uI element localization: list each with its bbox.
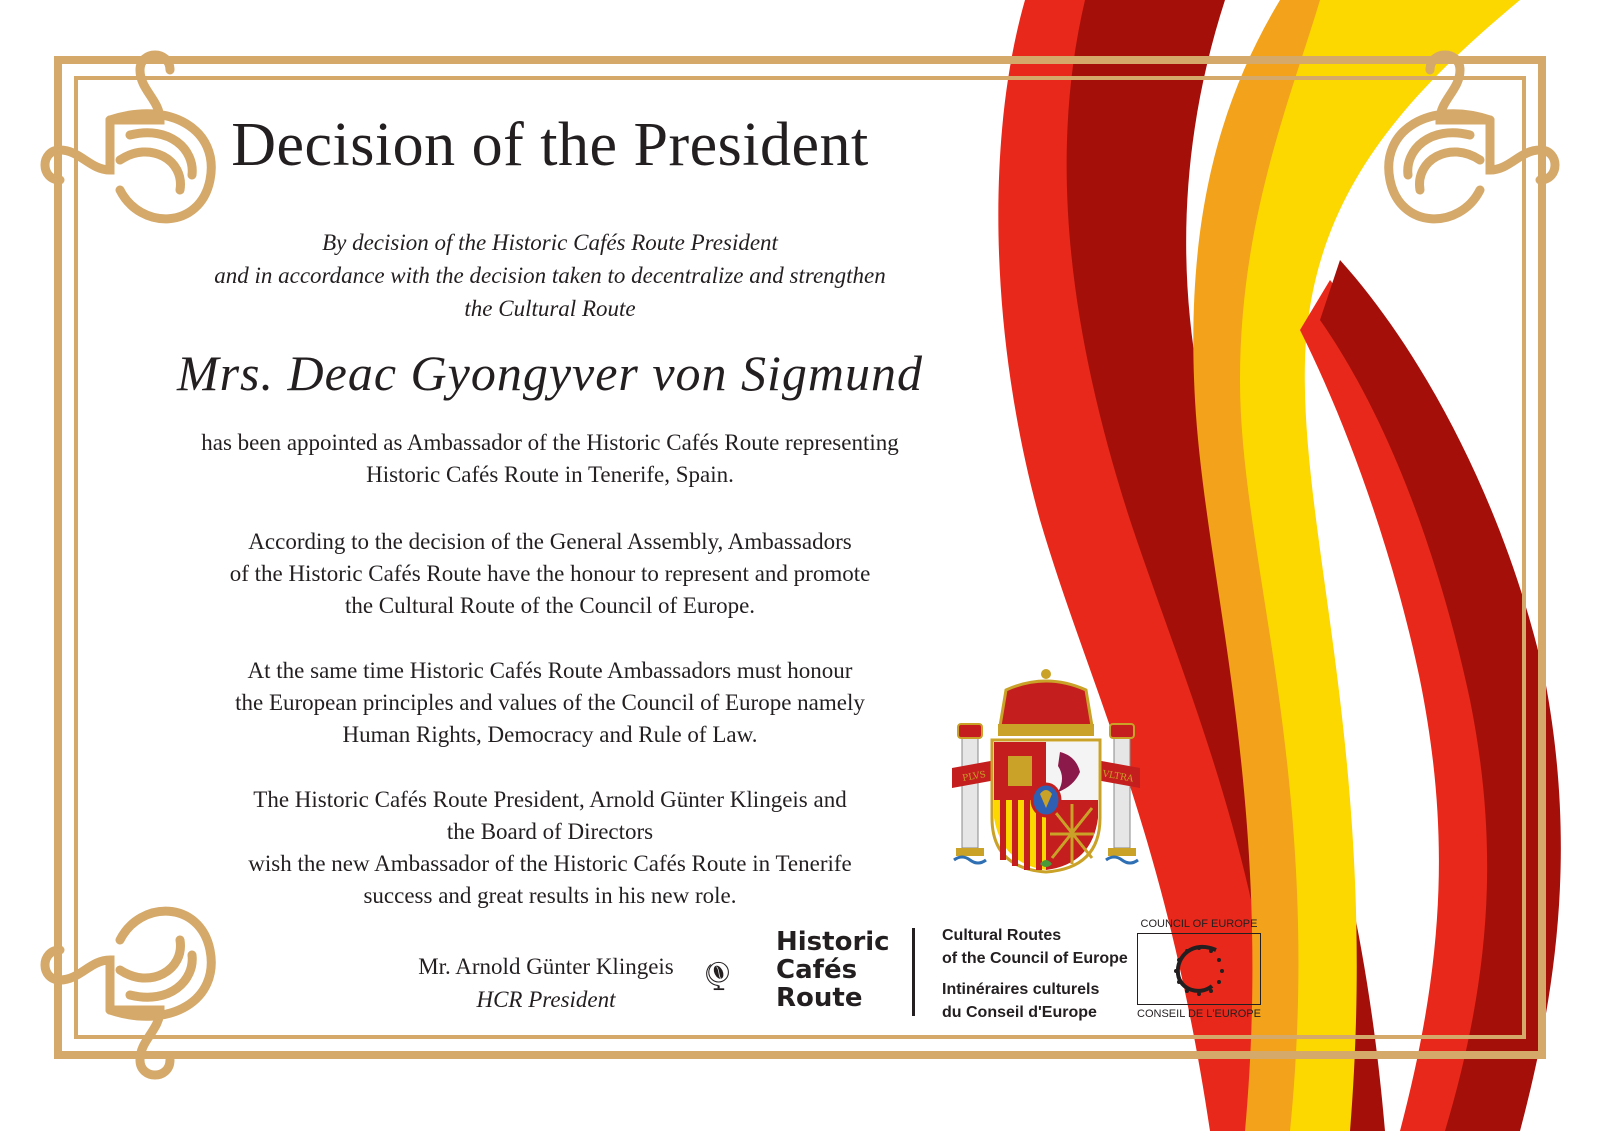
cultural-routes-logo-text: Cultural Routes of the Council of Europe Intinéraires culturels du Conseil d'Europe	[942, 927, 1128, 1021]
paragraph-line: the Board of Directors	[446, 819, 654, 844]
paragraph-line: Human Rights, Democracy and Rule of Law.	[342, 722, 758, 747]
intro-line: By decision of the Historic Cafés Route President	[322, 230, 778, 255]
coe-bottom-label: CONSEIL DE L'EUROPE	[1137, 1008, 1261, 1020]
recipient-name: Mrs. Deac Gyongyver von Sigmund	[176, 345, 924, 401]
council-of-europe-logo	[1134, 918, 1264, 1020]
corner-ornament-bottom-left	[45, 911, 211, 1075]
hcr-logo-text: Historic Cafés Route	[776, 927, 890, 1013]
signature-block	[386, 950, 706, 1016]
motto-left: PLVS	[961, 770, 987, 784]
spanish-coat-of-arms-icon	[952, 668, 1140, 878]
paragraph-line: success and great results in his new role.	[363, 883, 737, 908]
paragraph-line: the European principles and values of the Council of Europe namely	[235, 690, 865, 715]
paragraph-line: According to the decision of the General Assembly, Ambassadors	[248, 529, 852, 554]
page-title: Decision of the President	[231, 111, 869, 179]
assembly-paragraph	[145, 526, 955, 622]
coe-stars-icon	[1138, 934, 1260, 1004]
signer-role: HCR President	[476, 987, 616, 1012]
paragraph-line: has been appointed as Ambassador of the Historic Cafés Route representing	[201, 430, 899, 455]
logo-divider	[912, 928, 915, 1016]
wishes-paragraph	[145, 784, 955, 912]
signer-name: Mr. Arnold Günter Klingeis	[418, 954, 674, 979]
appointment-paragraph	[145, 427, 955, 491]
paragraph-line: the Cultural Route of the Council of Europe.	[344, 593, 756, 618]
coe-top-label: COUNCIL OF EUROPE	[1140, 918, 1258, 930]
intro-text	[145, 226, 955, 325]
globe-logo-icon	[706, 925, 776, 1025]
intro-line: and in accordance with the decision taken to decentralize and strengthen	[214, 263, 886, 288]
paragraph-line: Historic Cafés Route in Tenerife, Spain.	[366, 462, 734, 487]
motto-right: VLTRA	[1101, 769, 1134, 785]
paragraph-line: wish the new Ambassador of the Historic Cafés Route in Tenerife	[248, 851, 852, 876]
paragraph-line: At the same time Historic Cafés Route Ambassadors must honour	[247, 658, 853, 683]
paragraph-line: The Historic Cafés Route President, Arnold Günter Klingeis and	[253, 787, 847, 812]
paragraph-line: of the Historic Cafés Route have the honour to represent and promote	[229, 561, 871, 586]
principles-paragraph	[145, 655, 955, 751]
intro-line: the Cultural Route	[464, 296, 636, 321]
